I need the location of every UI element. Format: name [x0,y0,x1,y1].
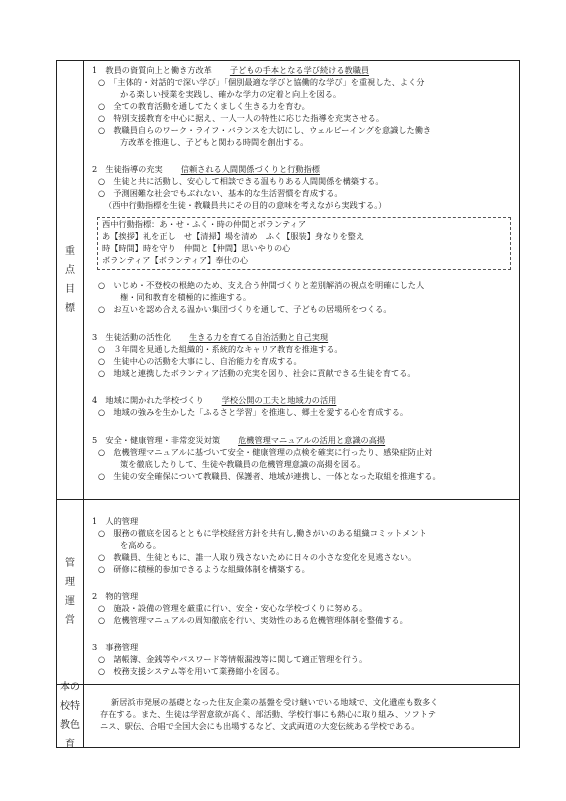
list-item: ○ 地域と連携したボランティア活動の充実を図り、社会に貢献できる生徒を育てる。 [98,368,416,378]
list-item: ○ 生徒の安全確保について教職員、保護者、地域が連携し、一体となった取組を推進する。 [98,471,441,481]
mgmt-3-heading: 3 事務管理 [92,642,139,652]
goals-content [84,61,519,499]
box-line: 時【時間】時を守り 仲間と【仲間】思いやりの心 [102,243,291,253]
features-content [84,685,519,747]
note: （西中行動指標を生徒・教職員共にその目的の意味を考えながら実践する。） [104,200,387,210]
list-item-cont: を高める。 [120,540,161,550]
list-item: ○ 研修に積極的参加できるような組織体制を構築する。 [98,564,310,574]
list-item: ○ 危機管理マニュアルに基づいて安全・健康管理の点検を確実に行ったり、感染症防止対 [98,447,433,457]
list-item: ○ 教職員、生徒ともに、誰一人取り残さないために日々の小さな変化を見逃さない。 [98,552,417,562]
features-label-cell [57,682,84,750]
list-item: ○ 「主体的・対話的で深い学び」「個別最適な学びと協働的な学び」を重視した、よく分 [98,77,425,87]
list-item: ○ 危機管理マニュアルの周知徹底を行い、実効性のある危機管理体制を整備する。 [98,615,408,625]
box-line: 西中行動指標：あ・せ・ふく・時の仲間とボランティア [102,219,307,229]
section-4-heading: 4 地域に開かれた学校づくり 学校公開の工夫と地域力の活用 [92,395,337,405]
list-item-cont: かる楽しい授業を実践し、確かな学力の定着と向上を図る。 [120,89,342,99]
list-item-cont: 権・同和教育を積極的に推進する。 [120,292,252,302]
box-line: ボランティア【ボランティア】奉仕の心 [102,255,249,265]
list-item: ○ 教職員自らのワーク・ライフ・バランスを大切にし、ウェルビーイングを意識した働き [98,125,432,135]
mgmt-1-heading: 1 人的管理 [92,516,139,526]
features-line: ニス、駅伝、合唱で全国大会にも出場するなど、文武両道の大変伝統ある学校である。 [100,721,420,731]
school-plan-table [56,60,520,748]
management-content [84,500,519,684]
list-item: ○ 生徒と共に活動し、安心して相談できる温もりある人間関係を構築する。 [98,176,384,186]
mgmt-2-heading: 2 物的管理 [92,591,139,601]
list-item: ○ 施設・設備の管理を厳重に行い、安全・安心な学校づくりに努める。 [98,603,368,613]
features-line: 新居浜市発展の基礎となった住友企業の基盤を受け継いでいる地域で、文化遺産も数多く [111,697,439,707]
features-line: 存在する。また、生徒は学習意欲が高く、部活動、学校行事にも熱心に取り組み、ソフトテ [100,709,437,719]
management-label: 管 理 運 営 [65,558,75,626]
list-item: ○ 予測困難な社会でもぶれない、基本的な生活習慣を育成する。 [98,188,343,198]
list-item: ○ 服務の徹底を図るとともに学校経営方針を共有し,働きがいのある組織コミットメント [98,528,427,538]
section-5-heading: 5 安全・健康管理・非常変災対策 危機管理マニュアルの活用と意識の高揚 [92,435,386,445]
list-item-cont: 方改革を推進し、子どもと関わる時間を創出する。 [120,137,309,147]
list-item: ○ 諸帳簿、金銭等やパスワード等情報漏洩等に関して適正管理を行う。 [98,654,368,664]
list-item: ○ いじめ・不登校の根絶のため、支え合う仲間づくりと差別解消の視点を明確にした人 [98,280,425,290]
list-item: ○ 特別支援教育を中心に据え、一人一人の特性に応じた指導を充実させる。 [98,113,385,123]
section-3-heading: 3 生徒活動の活性化 生きる力を育てる自治活動と自己実現 [92,332,329,342]
goals-label: 重 点 目 標 [65,246,75,314]
list-item: ○ 全ての教育活動を通してたくましく生きる力を育む。 [98,101,310,111]
goals-label-cell [57,61,84,499]
list-item-cont: 策を徹底したりして、生徒や教職員の危機管理意識の高揚を図る。 [120,459,366,469]
list-item: ○ お互いを認め合える温かい集団づくりを通して、子どもの居場所をつくる。 [98,304,392,314]
section-1-heading: 1 教員の資質向上と働き方改革 子どもの手本となる学び続ける教職員 [92,65,370,75]
section-2-heading: 2 生徒指導の充実 信頼される人間関係づくりと行動指標 [92,164,320,174]
list-item: ○ 生徒中心の活動を大事にし、自治能力を育成する。 [98,356,302,366]
management-label-cell [57,500,84,684]
box-line: あ【挨拶】礼を正し せ【清掃】場を清め ふく【服装】身なりを整え [102,231,365,241]
list-item: ○ ３年間を見通した組織的・系統的なキャリア教育を推進する。 [98,344,343,354]
action-index-box [97,217,511,270]
features-label: 本の 校特 教色 育 [60,682,80,750]
list-item: ○ 校務支援システム等を用いて業務縮小を図る。 [98,666,285,676]
list-item: ○ 地域の強みを生かした「ふるさと学習」を推進し、郷土を愛する心を育成する。 [98,407,409,417]
